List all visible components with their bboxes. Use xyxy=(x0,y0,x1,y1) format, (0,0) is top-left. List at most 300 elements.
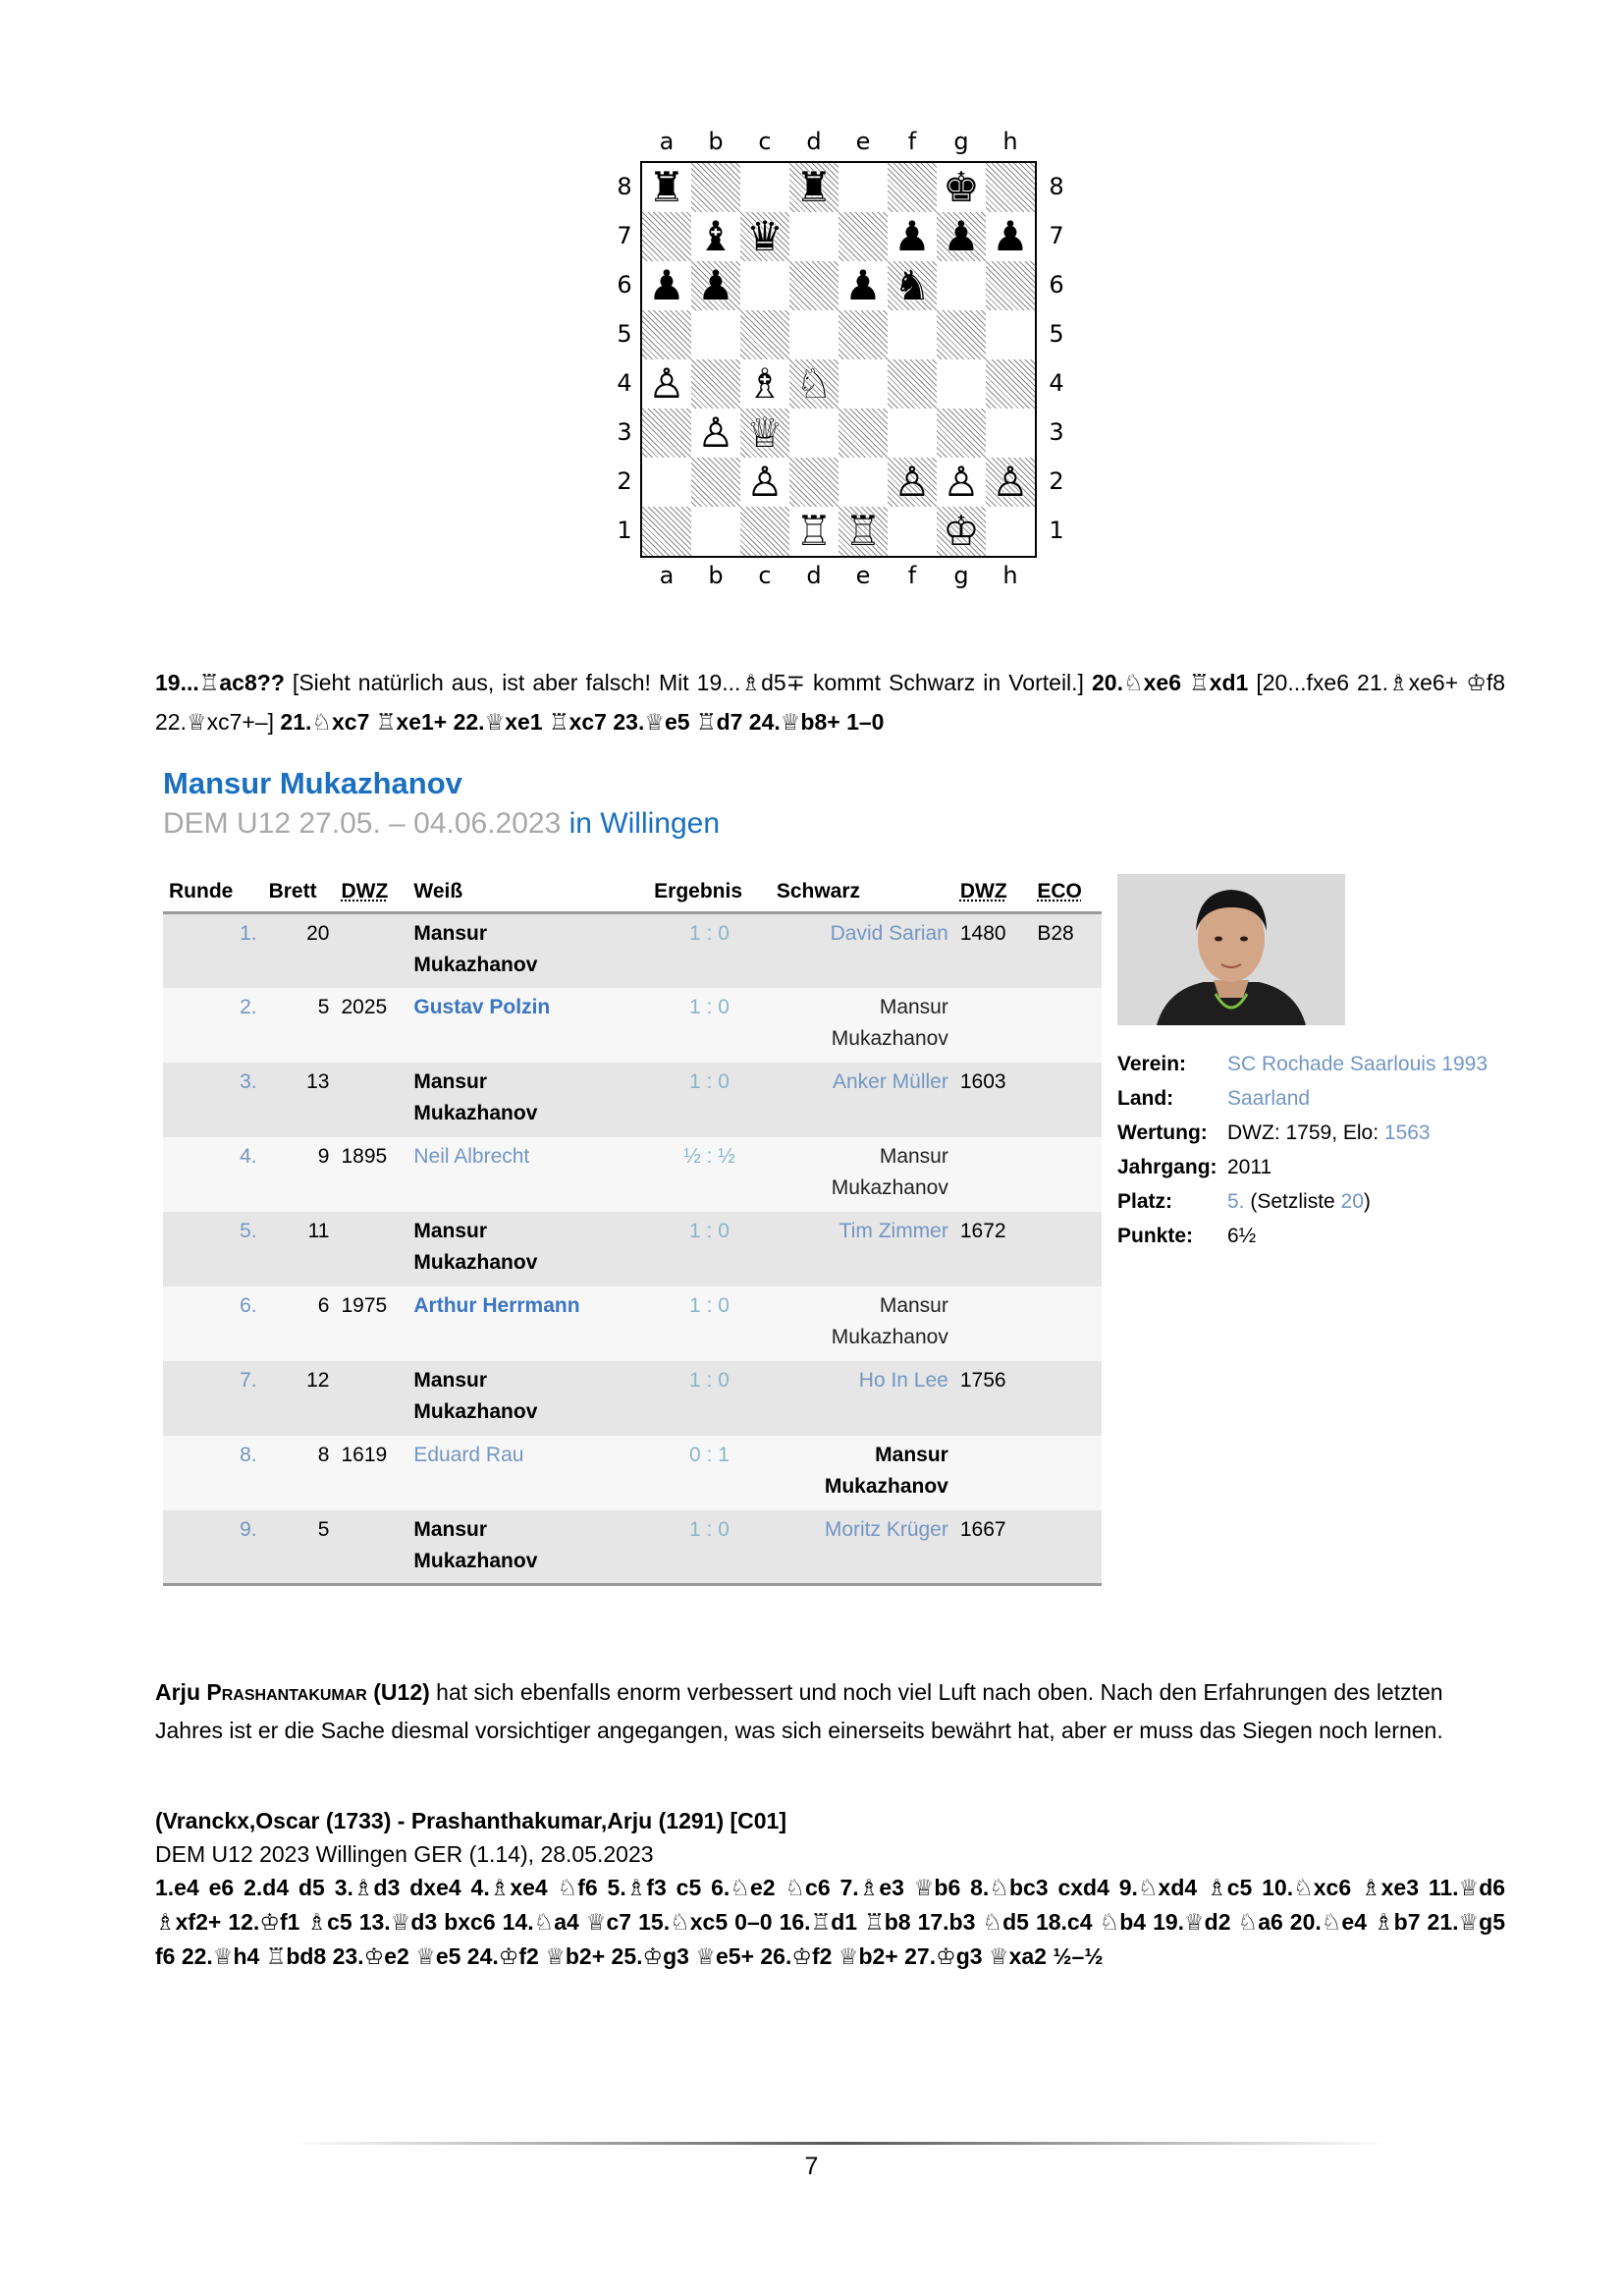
white-player-cell[interactable]: Gustav Polzin xyxy=(407,988,648,1063)
player-name[interactable]: Mansur Mukazhanov xyxy=(163,766,462,800)
dwz-white-cell: 2025 xyxy=(335,988,407,1063)
header-eco: ECO xyxy=(1031,872,1102,913)
setzliste-link[interactable]: 20 xyxy=(1340,1190,1364,1213)
move-text: d5 18.c4 xyxy=(1002,1909,1100,1935)
figurine: ♕ xyxy=(1458,1876,1480,1901)
figurine: ♕ xyxy=(585,1910,607,1936)
figurine: ♔ xyxy=(363,1944,385,1970)
white-king-g1: ♔ xyxy=(943,507,980,555)
move-text: c7 15. xyxy=(606,1909,671,1935)
dwz-white-cell: 1975 xyxy=(335,1286,407,1361)
white-player-cell[interactable]: Eduard Rau xyxy=(407,1436,648,1510)
square-d7 xyxy=(789,212,839,261)
header-brett: Brett xyxy=(263,872,336,913)
platz-link[interactable]: 5. xyxy=(1227,1190,1245,1213)
figurine: ♘ xyxy=(1321,1910,1342,1936)
figurine: ♖ xyxy=(265,1944,287,1970)
white-player-cell: Mansur Mukazhanov xyxy=(407,1510,648,1585)
move-text: xe3 11. xyxy=(1380,1875,1459,1900)
chess-diagram xyxy=(609,128,1064,599)
dwz-black-cell xyxy=(954,1137,1032,1212)
moves-21-24: 21.♘xc7 ♖xe1+ 22.♕xe1 ♖xc7 23.♕e5 ♖d7 24.♕b8+ 1–0 xyxy=(280,709,885,736)
move-text: f2 xyxy=(812,1943,839,1969)
player-info xyxy=(1117,1047,1488,1253)
player-mention: Arju Prashantakumar (U12) xyxy=(155,1679,430,1705)
move-text: h4 xyxy=(233,1943,266,1969)
figurine: ♔ xyxy=(791,1944,812,1970)
event-place[interactable]: in Willingen xyxy=(568,807,721,840)
black-player-cell[interactable]: Tim Zimmer xyxy=(771,1212,954,1286)
eco-cell xyxy=(1031,1137,1102,1212)
move-text: d3 dxe4 4. xyxy=(373,1875,490,1900)
file-label-b-bottom: b xyxy=(708,562,724,589)
dwz-white-cell xyxy=(335,1510,407,1585)
square-a5 xyxy=(642,310,691,359)
rank-label-3-left: 3 xyxy=(617,418,632,446)
dwz-white-cell: 1619 xyxy=(335,1436,407,1510)
move-text: xf2+ 12. xyxy=(175,1909,260,1935)
figurine: ♘ xyxy=(989,1876,1009,1901)
table-header-row xyxy=(163,872,1102,913)
result-cell[interactable]: 1 : 0 xyxy=(648,1212,771,1286)
white-player-cell: Mansur Mukazhanov xyxy=(407,1361,648,1436)
figurine: ♔ xyxy=(642,1944,664,1970)
figurine: ♔ xyxy=(259,1910,280,1936)
figurine: ♘ xyxy=(730,1876,750,1901)
file-label-b-top: b xyxy=(708,128,724,155)
move-text: d2 xyxy=(1204,1909,1238,1935)
move-text: e3 xyxy=(879,1875,914,1900)
file-label-a-top: a xyxy=(659,128,675,155)
eco-cell xyxy=(1031,1063,1102,1137)
info-platz: Platz: 5. (Setzliste 20) xyxy=(1117,1190,1371,1213)
figurine: ♘ xyxy=(982,1910,1003,1936)
result-cell[interactable]: 1 : 0 xyxy=(648,913,771,988)
move-text: xc6 xyxy=(1313,1875,1361,1900)
white-player-cell[interactable]: Neil Albrecht xyxy=(407,1137,648,1212)
figurine: ♔ xyxy=(936,1944,956,1970)
event-line xyxy=(163,807,720,841)
white-player-cell: Mansur Mukazhanov xyxy=(407,1063,648,1137)
move-text: c5 13. xyxy=(327,1909,391,1935)
white-rook-e1: ♖ xyxy=(844,507,882,555)
header-dwz-black: DWZ xyxy=(954,872,1032,913)
figurine: ♘ xyxy=(1137,1876,1159,1901)
board-cell: 12 xyxy=(263,1361,336,1436)
round-cell: 7. xyxy=(163,1361,263,1436)
square-e7 xyxy=(839,212,888,261)
file-label-a-bottom: a xyxy=(659,562,675,589)
move-text: 1.e4 e6 2.d4 d5 3. xyxy=(155,1875,353,1900)
black-player-cell: Mansur Mukazhanov xyxy=(771,1137,954,1212)
round-cell: 2. xyxy=(163,988,263,1063)
white-pawn-f2: ♙ xyxy=(893,458,931,506)
square-a7 xyxy=(642,212,691,261)
round-cell: 8. xyxy=(163,1436,263,1510)
figurine: ♕ xyxy=(695,1944,716,1970)
dwz-black-cell xyxy=(954,1436,1032,1510)
player-card xyxy=(163,756,1528,1601)
rank-label-7-left: 7 xyxy=(617,222,632,249)
table-row xyxy=(163,1361,1102,1436)
figurine: ♘ xyxy=(533,1910,555,1936)
move-text: e2 xyxy=(749,1875,785,1900)
rank-label-2-right: 2 xyxy=(1049,467,1064,495)
square-b4 xyxy=(691,359,740,409)
figurine: ♗ xyxy=(625,1876,647,1901)
file-label-g-top: g xyxy=(953,128,969,155)
rank-label-7-right: 7 xyxy=(1049,222,1064,249)
white-pawn-h2: ♙ xyxy=(992,458,1029,506)
move-text: xe4 xyxy=(510,1875,558,1900)
result-cell[interactable]: ½ : ½ xyxy=(648,1137,771,1212)
black-player-cell[interactable]: Ho In Lee xyxy=(771,1361,954,1436)
board-cell: 5 xyxy=(263,1510,336,1585)
square-a1 xyxy=(642,507,691,556)
table-row xyxy=(163,988,1102,1063)
figurine: ♘ xyxy=(1237,1910,1259,1936)
rank-label-2-left: 2 xyxy=(617,467,632,495)
move-text: b2+ 27. xyxy=(858,1943,937,1969)
move-text: b2+ 25. xyxy=(565,1943,643,1969)
black-king-g8: ♚ xyxy=(943,163,980,211)
file-label-h-bottom: h xyxy=(1002,562,1018,589)
info-land: Land: Saarland xyxy=(1117,1087,1311,1110)
square-a2 xyxy=(642,458,691,507)
file-label-c-top: c xyxy=(758,128,772,155)
dwz-black-cell: 1480 xyxy=(954,913,1032,988)
board-cell: 20 xyxy=(263,913,336,988)
white-queen-c3: ♕ xyxy=(746,409,784,457)
figurine: ♘ xyxy=(1099,1910,1120,1936)
player-photo xyxy=(1117,874,1345,1025)
file-label-e-top: e xyxy=(855,128,871,155)
result-cell[interactable]: 1 : 0 xyxy=(648,1361,771,1436)
square-g3 xyxy=(937,409,986,458)
eco-cell: B28 xyxy=(1031,913,1102,988)
round-cell: 1. xyxy=(163,913,263,988)
square-e8 xyxy=(839,163,888,212)
header-dwz-white: DWZ xyxy=(335,872,407,913)
move-text: c5 10. xyxy=(1226,1875,1294,1900)
figurine: ♗ xyxy=(306,1910,328,1936)
move-text: b7 21. xyxy=(1393,1909,1459,1935)
round-cell: 4. xyxy=(163,1137,263,1212)
rank-label-1-right: 1 xyxy=(1049,517,1064,544)
figurine: ♕ xyxy=(913,1876,935,1901)
comment: [Sieht natürlich aus, ist aber falsch! Mit 19...♗d5∓ kommt Schwarz in Vorteil.] xyxy=(284,670,1092,696)
figurine: ♘ xyxy=(670,1910,690,1936)
figurine: ♕ xyxy=(1184,1910,1205,1936)
rank-label-6-right: 6 xyxy=(1049,271,1064,299)
move-20: 20.♘xe6 ♖xd1 xyxy=(1092,670,1249,696)
square-f4 xyxy=(888,359,937,409)
move-text: d3 bxc6 14. xyxy=(410,1909,534,1935)
rank-label-3-right: 3 xyxy=(1049,418,1064,446)
square-b5 xyxy=(691,310,740,359)
result-cell[interactable]: 0 : 1 xyxy=(648,1436,771,1510)
move-text: f2 xyxy=(518,1943,546,1969)
header-weiss: Weiß xyxy=(407,872,648,913)
header-runde: Runde xyxy=(163,872,263,913)
move-text: a6 20. xyxy=(1258,1909,1322,1935)
footer-divider xyxy=(291,2142,1390,2145)
move-text: f3 c5 6. xyxy=(646,1875,730,1900)
header-schwarz: Schwarz xyxy=(771,872,954,913)
event-name: DEM U12 27.05. – 04.06.2023 xyxy=(163,807,562,840)
land-link[interactable]: Saarland xyxy=(1227,1087,1311,1110)
table-row xyxy=(163,1436,1102,1510)
figurine: ♕ xyxy=(545,1944,566,1970)
table-row xyxy=(163,1212,1102,1286)
black-player-cell: Mansur Mukazhanov xyxy=(771,988,954,1063)
square-h4 xyxy=(986,359,1035,409)
move-text: e2 xyxy=(384,1943,416,1969)
figurine: ♕ xyxy=(390,1910,411,1936)
dwz-white-cell xyxy=(335,913,407,988)
square-d5 xyxy=(789,310,839,359)
figurine: ♗ xyxy=(1361,1876,1381,1901)
header-ergebnis: Ergebnis xyxy=(648,872,771,913)
eco-cell xyxy=(1031,1510,1102,1585)
rank-label-1-left: 1 xyxy=(617,517,632,544)
game-moves xyxy=(155,1871,1505,1974)
figurine: ♘ xyxy=(557,1876,578,1901)
figurine: ♗ xyxy=(1374,1910,1394,1936)
square-d6 xyxy=(789,261,839,310)
move-text: b6 8. xyxy=(934,1875,990,1900)
dwz-black-cell: 1603 xyxy=(954,1063,1032,1137)
round-cell: 6. xyxy=(163,1286,263,1361)
figurine: ♗ xyxy=(352,1876,374,1901)
move-text: g5 f6 22. xyxy=(155,1909,1505,1969)
square-h3 xyxy=(986,409,1035,458)
white-pawn-b3: ♙ xyxy=(697,409,734,457)
move-text: g3 xyxy=(663,1943,696,1969)
black-player-cell[interactable]: Anker Müller xyxy=(771,1063,954,1137)
dwz-black-cell xyxy=(954,1286,1032,1361)
variation: [20...fxe6 21.♗xe6+ ♔f8 22.♕xc7+–] xyxy=(155,670,1506,736)
square-e4 xyxy=(839,359,888,409)
figurine: ♖ xyxy=(810,1910,832,1936)
black-knight-f6: ♞ xyxy=(893,261,931,309)
square-d2 xyxy=(789,458,839,507)
rank-label-4-right: 4 xyxy=(1049,369,1064,397)
move-text: f6 5. xyxy=(577,1875,626,1900)
square-f3 xyxy=(888,409,937,458)
file-label-g-bottom: g xyxy=(953,562,969,589)
square-c6 xyxy=(740,261,789,310)
eco-cell xyxy=(1031,1212,1102,1286)
game-annotation xyxy=(155,664,1505,742)
white-player-cell: Mansur Mukazhanov xyxy=(407,1212,648,1286)
square-a3 xyxy=(642,409,691,458)
eco-cell xyxy=(1031,1436,1102,1510)
move-text: e4 xyxy=(1341,1909,1375,1935)
black-pawn-a6: ♟ xyxy=(648,261,685,309)
dwz-white-cell xyxy=(335,1361,407,1436)
round-cell: 9. xyxy=(163,1510,263,1585)
move-text: bd8 23. xyxy=(286,1943,364,1969)
black-player-cell: Mansur Mukazhanov xyxy=(771,1436,954,1510)
dwz-white-cell xyxy=(335,1212,407,1286)
black-pawn-h7: ♟ xyxy=(992,212,1029,260)
eco-cell xyxy=(1031,988,1102,1063)
round-cell: 3. xyxy=(163,1063,263,1137)
round-cell: 5. xyxy=(163,1212,263,1286)
move-text: d1 xyxy=(831,1909,865,1935)
info-wertung: Wertung: DWZ: 1759, Elo: 1563 xyxy=(1117,1121,1431,1144)
file-label-d-bottom: d xyxy=(806,562,822,589)
board-cell: 8 xyxy=(263,1436,336,1510)
move-text: xa2 ½–½ xyxy=(1008,1943,1104,1969)
white-pawn-a4: ♙ xyxy=(648,359,685,408)
square-f1 xyxy=(888,507,937,556)
file-label-c-bottom: c xyxy=(758,562,772,589)
eco-cell xyxy=(1031,1361,1102,1436)
black-pawn-b6: ♟ xyxy=(697,261,734,309)
dwz-white-cell xyxy=(335,1063,407,1137)
figurine: ♕ xyxy=(415,1944,436,1970)
board-cell: 9 xyxy=(263,1137,336,1212)
figurine: ♗ xyxy=(489,1876,511,1901)
figurine: ♕ xyxy=(838,1944,859,1970)
square-h8 xyxy=(986,163,1035,212)
file-label-d-top: d xyxy=(806,128,822,155)
elo-link[interactable]: 1563 xyxy=(1383,1121,1431,1144)
game-header: (Vranckx,Oscar (1733) - Prashanthakumar,Arju (1291) [C01] xyxy=(155,1808,787,1833)
move-text: f1 xyxy=(279,1909,307,1935)
white-bishop-c4: ♗ xyxy=(746,359,784,408)
games-table xyxy=(163,872,1102,1586)
white-player-cell[interactable]: Arthur Herrmann xyxy=(407,1286,648,1361)
result-cell[interactable]: 1 : 0 xyxy=(648,1510,771,1585)
black-pawn-e6: ♟ xyxy=(844,261,882,309)
move-19: 19...♖ac8?? xyxy=(155,670,285,696)
figurine: ♕ xyxy=(1458,1910,1480,1936)
black-queen-c7: ♛ xyxy=(746,212,784,260)
rank-label-6-left: 6 xyxy=(617,271,632,299)
square-h1 xyxy=(986,507,1035,556)
square-e3 xyxy=(839,409,888,458)
file-label-e-bottom: e xyxy=(855,562,871,589)
dwz-black-cell: 1667 xyxy=(954,1510,1032,1585)
figurine: ♔ xyxy=(498,1944,519,1970)
verein-link[interactable]: SC Rochade Saarlouis 1993 xyxy=(1227,1053,1488,1075)
board-cell: 13 xyxy=(263,1063,336,1137)
player-paragraph: Arju Prashantakumar (U12) hat sich ebenfalls enorm verbessert und noch viel Luft nach oben. Nach den Erfahrungen des letzten Jahres ist er die Sache diesmal vorsichtiger angegangen, was sich einerseits bewährt hat, aber er muss das Siegen noch lernen. xyxy=(155,1679,1443,1743)
move-text: b4 19. xyxy=(1119,1909,1185,1935)
white-rook-d1: ♖ xyxy=(795,507,833,555)
square-f5 xyxy=(888,310,937,359)
dwz-white-cell: 1895 xyxy=(335,1137,407,1212)
white-pawn-c2: ♙ xyxy=(746,458,784,506)
figurine: ♕ xyxy=(212,1944,234,1970)
board-cell: 11 xyxy=(263,1212,336,1286)
rank-label-5-right: 5 xyxy=(1049,320,1064,348)
square-d3 xyxy=(789,409,839,458)
rank-label-8-right: 8 xyxy=(1049,173,1064,200)
eco-cell xyxy=(1031,1286,1102,1361)
black-rook-a8: ♜ xyxy=(648,163,685,211)
dwz-black-cell: 1672 xyxy=(954,1212,1032,1286)
figurine: ♘ xyxy=(1293,1876,1314,1901)
table-row xyxy=(163,1063,1102,1137)
black-player-cell[interactable]: David Sarian xyxy=(771,913,954,988)
square-b8 xyxy=(691,163,740,212)
move-text: c6 7. xyxy=(805,1875,859,1900)
board-cell: 5 xyxy=(263,988,336,1063)
result-cell[interactable]: 1 : 0 xyxy=(648,1286,771,1361)
file-label-f-bottom: f xyxy=(907,562,917,589)
white-knight-d4: ♘ xyxy=(795,359,833,408)
move-text: e5 24. xyxy=(435,1943,499,1969)
square-g6 xyxy=(937,261,986,310)
move-text: bc3 cxd4 9. xyxy=(1008,1875,1138,1900)
black-player-cell[interactable]: Moritz Krüger xyxy=(771,1510,954,1585)
square-g5 xyxy=(937,310,986,359)
rank-label-4-left: 4 xyxy=(617,369,632,397)
white-player-cell: Mansur Mukazhanov xyxy=(407,913,648,988)
figurine: ♖ xyxy=(864,1910,885,1936)
move-text: g3 xyxy=(955,1943,989,1969)
player-portrait-image xyxy=(1117,874,1345,1025)
black-pawn-f7: ♟ xyxy=(893,212,931,260)
square-h5 xyxy=(986,310,1035,359)
figurine: ♗ xyxy=(1207,1876,1227,1901)
square-g4 xyxy=(937,359,986,409)
square-b1 xyxy=(691,507,740,556)
page-number: 7 xyxy=(804,2153,819,2180)
result-cell[interactable]: 1 : 0 xyxy=(648,988,771,1063)
move-text: e5+ 26. xyxy=(715,1943,792,1969)
move-text: xc5 0–0 16. xyxy=(689,1909,811,1935)
black-rook-d8: ♜ xyxy=(795,163,833,211)
table-row xyxy=(163,1137,1102,1212)
dwz-black-cell xyxy=(954,988,1032,1063)
square-b2 xyxy=(691,458,740,507)
black-pawn-g7: ♟ xyxy=(943,212,980,260)
figurine: ♗ xyxy=(155,1910,176,1936)
square-c8 xyxy=(740,163,789,212)
move-text: xd4 xyxy=(1158,1875,1208,1900)
info-jahrgang: Jahrgang: 2011 xyxy=(1117,1156,1272,1178)
table-row xyxy=(163,1286,1102,1361)
figurine: ♗ xyxy=(858,1876,880,1901)
square-e2 xyxy=(839,458,888,507)
rank-label-5-left: 5 xyxy=(617,320,632,348)
table-row xyxy=(163,913,1102,988)
square-c5 xyxy=(740,310,789,359)
rank-label-8-left: 8 xyxy=(617,173,632,200)
info-punkte: Punkte: 6½ xyxy=(1117,1225,1257,1247)
square-c1 xyxy=(740,507,789,556)
square-e5 xyxy=(839,310,888,359)
info-verein: Verein: SC Rochade Saarlouis 1993 xyxy=(1117,1053,1488,1075)
move-text: a4 xyxy=(554,1909,586,1935)
move-text: d6 xyxy=(1479,1875,1506,1900)
square-h6 xyxy=(986,261,1035,310)
square-f8 xyxy=(888,163,937,212)
black-bishop-b7: ♝ xyxy=(697,212,734,260)
table-row xyxy=(163,1510,1102,1585)
file-label-h-top: h xyxy=(1002,128,1018,155)
result-cell[interactable]: 1 : 0 xyxy=(648,1063,771,1137)
move-text: b8 17.b3 xyxy=(884,1909,983,1935)
board-cell: 6 xyxy=(263,1286,336,1361)
dwz-black-cell: 1756 xyxy=(954,1361,1032,1436)
white-pawn-g2: ♙ xyxy=(943,458,980,506)
